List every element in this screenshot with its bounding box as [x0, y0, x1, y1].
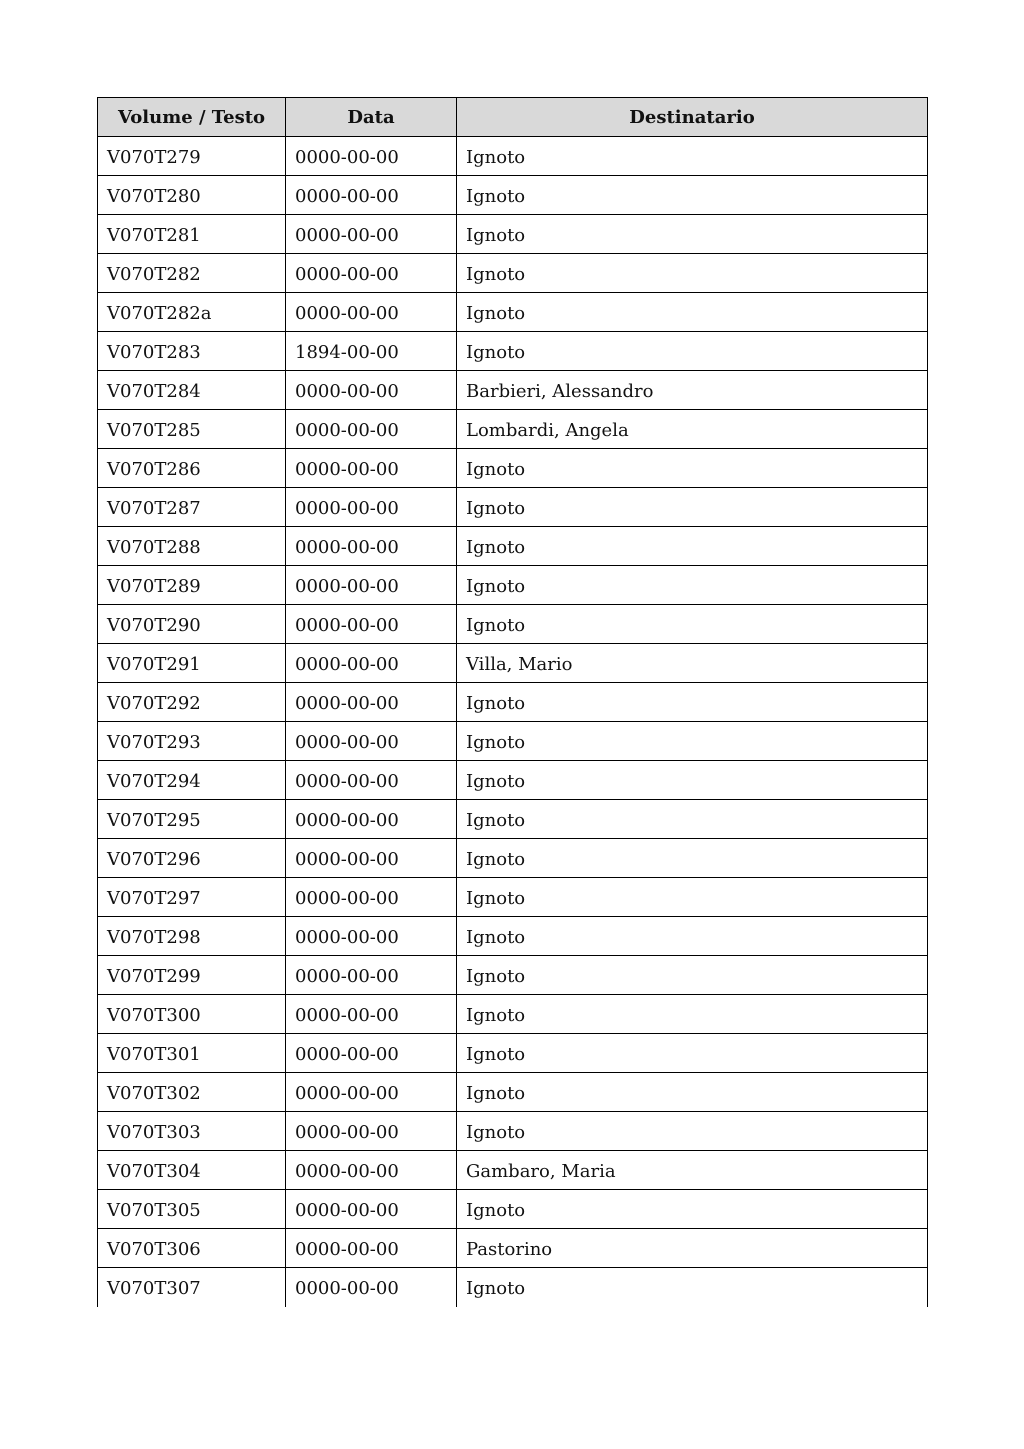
cell-data: 0000-00-00	[286, 644, 457, 683]
cell-data: 0000-00-00	[286, 1073, 457, 1112]
cell-data: 0000-00-00	[286, 410, 457, 449]
table-row	[98, 1034, 928, 1073]
cell-destinatario: Ignoto	[457, 293, 928, 332]
table-row	[98, 1268, 928, 1307]
cell-data: 0000-00-00	[286, 566, 457, 605]
cell-data: 0000-00-00	[286, 995, 457, 1034]
cell-volume-testo: V070T285	[98, 410, 286, 449]
cell-data: 0000-00-00	[286, 527, 457, 566]
cell-volume-testo: V070T290	[98, 605, 286, 644]
cell-volume-testo: V070T303	[98, 1112, 286, 1151]
cell-destinatario: Ignoto	[457, 995, 928, 1034]
cell-volume-testo: V070T302	[98, 1073, 286, 1112]
cell-destinatario: Ignoto	[457, 254, 928, 293]
table-row	[98, 449, 928, 488]
cell-volume-testo: V070T282a	[98, 293, 286, 332]
table-row	[98, 566, 928, 605]
cell-data: 0000-00-00	[286, 878, 457, 917]
cell-destinatario: Ignoto	[457, 527, 928, 566]
cell-volume-testo: V070T287	[98, 488, 286, 527]
table-row	[98, 137, 928, 176]
cell-volume-testo: V070T294	[98, 761, 286, 800]
cell-volume-testo: V070T305	[98, 1190, 286, 1229]
cell-destinatario: Ignoto	[457, 605, 928, 644]
cell-data: 0000-00-00	[286, 1112, 457, 1151]
cell-data: 0000-00-00	[286, 254, 457, 293]
cell-destinatario: Pastorino	[457, 1229, 928, 1268]
table-row	[98, 605, 928, 644]
cell-volume-testo: V070T297	[98, 878, 286, 917]
cell-data: 0000-00-00	[286, 800, 457, 839]
letters-register-table	[97, 97, 928, 1307]
cell-data: 0000-00-00	[286, 683, 457, 722]
table-row	[98, 1151, 928, 1190]
cell-destinatario: Ignoto	[457, 566, 928, 605]
table-row	[98, 800, 928, 839]
cell-destinatario: Ignoto	[457, 1034, 928, 1073]
cell-destinatario: Ignoto	[457, 839, 928, 878]
header-data: Data	[286, 98, 457, 137]
cell-data: 0000-00-00	[286, 488, 457, 527]
table-row	[98, 839, 928, 878]
header-row	[98, 98, 928, 137]
cell-volume-testo: V070T307	[98, 1268, 286, 1307]
cell-destinatario: Lombardi, Angela	[457, 410, 928, 449]
cell-volume-testo: V070T289	[98, 566, 286, 605]
cell-destinatario: Ignoto	[457, 137, 928, 176]
cell-destinatario: Ignoto	[457, 488, 928, 527]
table-row	[98, 1112, 928, 1151]
cell-volume-testo: V070T301	[98, 1034, 286, 1073]
cell-volume-testo: V070T292	[98, 683, 286, 722]
cell-data: 0000-00-00	[286, 605, 457, 644]
table-row	[98, 254, 928, 293]
table-row	[98, 1229, 928, 1268]
cell-volume-testo: V070T279	[98, 137, 286, 176]
table-row	[98, 215, 928, 254]
cell-destinatario: Ignoto	[457, 917, 928, 956]
table-row	[98, 644, 928, 683]
table-row	[98, 371, 928, 410]
cell-destinatario: Ignoto	[457, 878, 928, 917]
cell-volume-testo: V070T281	[98, 215, 286, 254]
table-row	[98, 722, 928, 761]
cell-volume-testo: V070T304	[98, 1151, 286, 1190]
cell-volume-testo: V070T283	[98, 332, 286, 371]
cell-destinatario: Ignoto	[457, 215, 928, 254]
table-row	[98, 683, 928, 722]
cell-destinatario: Ignoto	[457, 1268, 928, 1307]
cell-data: 0000-00-00	[286, 449, 457, 488]
cell-data: 0000-00-00	[286, 917, 457, 956]
cell-volume-testo: V070T293	[98, 722, 286, 761]
cell-data: 0000-00-00	[286, 1034, 457, 1073]
cell-volume-testo: V070T298	[98, 917, 286, 956]
cell-data: 0000-00-00	[286, 1190, 457, 1229]
cell-destinatario: Ignoto	[457, 1112, 928, 1151]
cell-destinatario: Ignoto	[457, 722, 928, 761]
cell-volume-testo: V070T286	[98, 449, 286, 488]
cell-destinatario: Ignoto	[457, 683, 928, 722]
cell-destinatario: Ignoto	[457, 176, 928, 215]
cell-volume-testo: V070T284	[98, 371, 286, 410]
table-row	[98, 1190, 928, 1229]
cell-destinatario: Ignoto	[457, 956, 928, 995]
cell-data: 0000-00-00	[286, 839, 457, 878]
header-volume-testo: Volume / Testo	[98, 98, 286, 137]
cell-destinatario: Ignoto	[457, 1073, 928, 1112]
cell-data: 0000-00-00	[286, 1151, 457, 1190]
cell-data: 0000-00-00	[286, 956, 457, 995]
cell-destinatario: Ignoto	[457, 1190, 928, 1229]
table-row	[98, 878, 928, 917]
cell-volume-testo: V070T280	[98, 176, 286, 215]
table-row	[98, 410, 928, 449]
cell-volume-testo: V070T306	[98, 1229, 286, 1268]
cell-data: 0000-00-00	[286, 761, 457, 800]
table-row	[98, 527, 928, 566]
table-row	[98, 956, 928, 995]
cell-data: 0000-00-00	[286, 1229, 457, 1268]
cell-data: 0000-00-00	[286, 215, 457, 254]
header-destinatario: Destinatario	[457, 98, 928, 137]
table-row	[98, 488, 928, 527]
cell-volume-testo: V070T295	[98, 800, 286, 839]
table-row	[98, 995, 928, 1034]
table-row	[98, 332, 928, 371]
cell-destinatario: Barbieri, Alessandro	[457, 371, 928, 410]
table-row	[98, 761, 928, 800]
cell-data: 0000-00-00	[286, 137, 457, 176]
cell-destinatario: Gambaro, Maria	[457, 1151, 928, 1190]
cell-destinatario: Ignoto	[457, 332, 928, 371]
table-header	[98, 98, 928, 137]
cell-data: 0000-00-00	[286, 1268, 457, 1307]
cell-destinatario: Villa, Mario	[457, 644, 928, 683]
cell-data: 1894-00-00	[286, 332, 457, 371]
cell-data: 0000-00-00	[286, 722, 457, 761]
table-body	[98, 137, 928, 1307]
cell-data: 0000-00-00	[286, 371, 457, 410]
table-row	[98, 1073, 928, 1112]
cell-volume-testo: V070T300	[98, 995, 286, 1034]
cell-volume-testo: V070T291	[98, 644, 286, 683]
cell-data: 0000-00-00	[286, 293, 457, 332]
cell-destinatario: Ignoto	[457, 761, 928, 800]
cell-data: 0000-00-00	[286, 176, 457, 215]
cell-volume-testo: V070T299	[98, 956, 286, 995]
cell-destinatario: Ignoto	[457, 800, 928, 839]
cell-volume-testo: V070T288	[98, 527, 286, 566]
cell-destinatario: Ignoto	[457, 449, 928, 488]
cell-volume-testo: V070T282	[98, 254, 286, 293]
cell-volume-testo: V070T296	[98, 839, 286, 878]
table-row	[98, 293, 928, 332]
table-row	[98, 917, 928, 956]
table-row	[98, 176, 928, 215]
